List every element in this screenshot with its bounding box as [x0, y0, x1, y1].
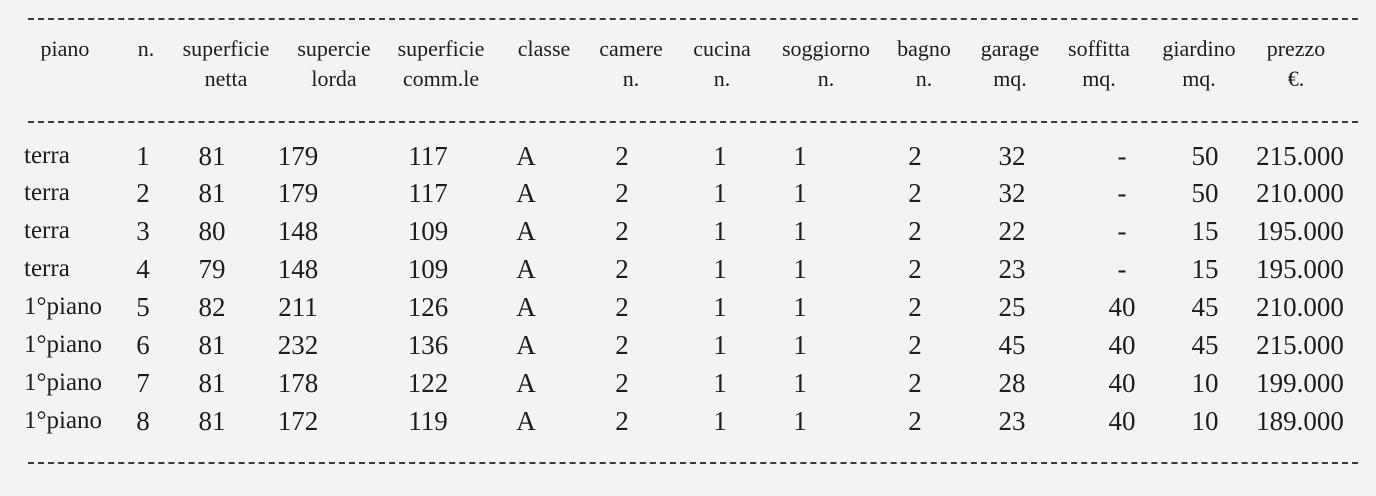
- column-header-line2: n.: [817, 66, 835, 91]
- table-cell: 40: [1108, 406, 1136, 436]
- column-header-line1: supercie: [297, 36, 371, 61]
- column-header-line2: €.: [1287, 66, 1305, 91]
- table-cell: 81: [198, 330, 226, 360]
- column-header-line2: n.: [915, 66, 933, 91]
- table-cell: 7: [136, 368, 150, 398]
- table-cell: 40: [1108, 292, 1136, 322]
- table-row: [0, 137, 1376, 175]
- header-dashed-rule: [28, 121, 1358, 123]
- table-cell: 40: [1108, 330, 1136, 360]
- table-cell: 22: [998, 216, 1026, 246]
- table-cell: 136: [407, 330, 449, 360]
- table-cell: 79: [198, 254, 226, 284]
- table-cell: 199.000: [1256, 368, 1344, 398]
- table-cell: 15: [1191, 216, 1219, 246]
- table-cell: -: [1117, 254, 1127, 284]
- table-cell: 117: [408, 178, 448, 208]
- table-cell: 23: [998, 406, 1026, 436]
- table-cell: 2: [908, 141, 922, 171]
- table-cell: 1: [713, 216, 727, 246]
- column-header-line2: mq.: [1082, 66, 1116, 91]
- table-cell: A: [516, 330, 536, 360]
- column-header-line2: n.: [622, 66, 640, 91]
- table-cell: 2: [908, 330, 922, 360]
- column-header: [381, 36, 501, 92]
- table-cell: -: [1117, 216, 1127, 246]
- table-cell: 126: [407, 292, 449, 322]
- table-cell: 45: [1191, 292, 1219, 322]
- table-cell: 117: [408, 141, 448, 171]
- column-header: [662, 36, 782, 92]
- table-cell: 179: [277, 141, 319, 171]
- table-cell: 1: [793, 141, 807, 171]
- table-cell: 148: [277, 254, 319, 284]
- table-cell: 1°piano: [24, 407, 103, 434]
- table-cell: 4: [136, 254, 150, 284]
- table-cell: 119: [408, 406, 448, 436]
- column-header-line1: giardino: [1162, 36, 1236, 61]
- table-cell: 25: [998, 292, 1026, 322]
- table-cell: 1: [713, 292, 727, 322]
- table-cell: 1: [713, 178, 727, 208]
- table-row: [0, 326, 1376, 364]
- table-cell: 81: [198, 406, 226, 436]
- column-header-line1: superficie: [397, 36, 485, 61]
- table-cell: 82: [198, 292, 226, 322]
- table-cell: 1°piano: [24, 293, 103, 320]
- table-cell: 1: [713, 368, 727, 398]
- table-cell: 2: [615, 141, 629, 171]
- table-cell: 211: [278, 292, 318, 322]
- table-cell: 10: [1191, 406, 1219, 436]
- table-cell: 50: [1191, 178, 1219, 208]
- table-cell: A: [516, 368, 536, 398]
- table-cell: 5: [136, 292, 150, 322]
- table-cell: 2: [908, 406, 922, 436]
- table-row: [0, 364, 1376, 402]
- table-cell: 210.000: [1256, 178, 1344, 208]
- table-cell: 23: [998, 254, 1026, 284]
- table-cell: 179: [277, 178, 319, 208]
- column-header-line2: n.: [713, 66, 731, 91]
- table-cell: 10: [1191, 368, 1219, 398]
- table-cell: 2: [615, 368, 629, 398]
- table-cell: 210.000: [1256, 292, 1344, 322]
- table-row: [0, 250, 1376, 288]
- table-cell: 2: [615, 178, 629, 208]
- column-header-line1: soffitta: [1068, 36, 1130, 61]
- table-cell: 1: [793, 368, 807, 398]
- table-cell: 32: [998, 178, 1026, 208]
- table-cell: 32: [998, 141, 1026, 171]
- column-header-line2: mq.: [1182, 66, 1216, 91]
- table-cell: 215.000: [1256, 330, 1344, 360]
- table-cell: 109: [407, 216, 449, 246]
- table-cell: -: [1117, 178, 1127, 208]
- table-cell: 1: [713, 330, 727, 360]
- table-cell: 8: [136, 406, 150, 436]
- table-cell: 6: [136, 330, 150, 360]
- table-cell: 189.000: [1256, 406, 1344, 436]
- table-cell: 80: [198, 216, 226, 246]
- table-cell: terra: [24, 255, 70, 282]
- table-cell: 2: [615, 254, 629, 284]
- table-cell: 2: [908, 216, 922, 246]
- column-header-line1: bagno: [897, 36, 951, 61]
- table-cell: A: [516, 141, 536, 171]
- table-cell: 172: [277, 406, 319, 436]
- table-row: [0, 402, 1376, 440]
- table-cell: 45: [1191, 330, 1219, 360]
- table-cell: 1: [136, 141, 150, 171]
- table-cell: 1: [793, 406, 807, 436]
- table-cell: 2: [615, 406, 629, 436]
- table-cell: 3: [136, 216, 150, 246]
- table-cell: 2: [908, 368, 922, 398]
- table-cell: 50: [1191, 141, 1219, 171]
- column-header-line2: netta: [204, 66, 248, 91]
- table-cell: 2: [136, 178, 150, 208]
- table-cell: 2: [908, 254, 922, 284]
- table-cell: 81: [198, 178, 226, 208]
- column-header-line2: lorda: [311, 66, 357, 91]
- column-header: [166, 36, 286, 92]
- table-cell: terra: [24, 217, 70, 244]
- top-dashed-rule: [28, 18, 1358, 20]
- table-cell: 1: [793, 178, 807, 208]
- table-cell: 45: [998, 330, 1026, 360]
- column-header-line1: superficie: [182, 36, 270, 61]
- table-cell: 178: [277, 368, 319, 398]
- column-header: [274, 36, 394, 92]
- column-header-line1: prezzo: [1266, 36, 1326, 61]
- table-cell: A: [516, 178, 536, 208]
- table-cell: 1: [793, 254, 807, 284]
- table-cell: 1: [713, 254, 727, 284]
- table-cell: 232: [277, 330, 319, 360]
- table-cell: 195.000: [1256, 216, 1344, 246]
- table-cell: 2: [615, 330, 629, 360]
- table-row: [0, 212, 1376, 250]
- table-cell: 195.000: [1256, 254, 1344, 284]
- table-cell: 1°piano: [24, 331, 103, 358]
- table-cell: 81: [198, 141, 226, 171]
- table-cell: 109: [407, 254, 449, 284]
- column-header-line2: comm.le: [402, 66, 480, 91]
- table-cell: 2: [615, 216, 629, 246]
- table-cell: 1°piano: [24, 369, 103, 396]
- column-header: [1236, 36, 1356, 92]
- column-header-line1: n.: [137, 36, 155, 61]
- table-cell: 28: [998, 368, 1026, 398]
- table-cell: 81: [198, 368, 226, 398]
- table-cell: 2: [908, 292, 922, 322]
- table-cell: 1: [713, 141, 727, 171]
- bottom-dashed-rule: [28, 462, 1358, 464]
- column-header-line2: mq.: [993, 66, 1027, 91]
- table-cell: 215.000: [1256, 141, 1344, 171]
- table-cell: 2: [615, 292, 629, 322]
- table-cell: 1: [793, 292, 807, 322]
- table-cell: A: [516, 216, 536, 246]
- column-header-line1: piano: [40, 36, 90, 61]
- table-row: [0, 288, 1376, 326]
- table-cell: A: [516, 292, 536, 322]
- column-header-line1: classe: [517, 36, 571, 61]
- table-cell: 1: [793, 216, 807, 246]
- table-cell: 122: [407, 368, 449, 398]
- table-cell: 1: [793, 330, 807, 360]
- table-cell: 15: [1191, 254, 1219, 284]
- column-header-line1: camere: [599, 36, 663, 61]
- table-cell: 1: [713, 406, 727, 436]
- column-header-line1: soggiorno: [782, 36, 870, 61]
- column-header-line1: cucina: [693, 36, 751, 61]
- table-cell: 148: [277, 216, 319, 246]
- table-cell: terra: [24, 142, 70, 169]
- column-header-line1: garage: [980, 36, 1040, 61]
- table-cell: A: [516, 254, 536, 284]
- table-cell: 40: [1108, 368, 1136, 398]
- table-cell: terra: [24, 179, 70, 206]
- table-cell: A: [516, 406, 536, 436]
- table-cell: 2: [908, 178, 922, 208]
- table-row: [0, 174, 1376, 212]
- table-cell: -: [1117, 141, 1127, 171]
